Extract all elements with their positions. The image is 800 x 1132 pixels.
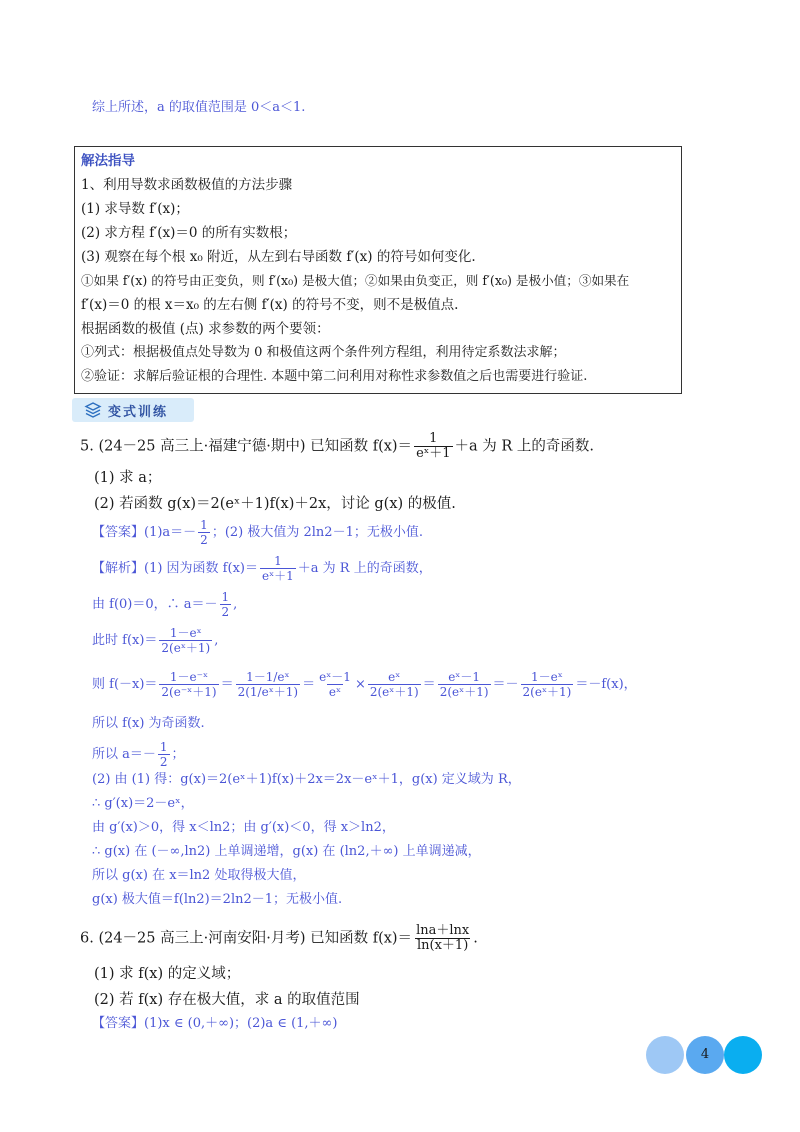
step3-frac-6-num: 1－eˣ — [531, 670, 563, 684]
problem5-step-8: 由 g′(x)＞0，得 x＜ln2；由 g′(x)＜0，得 x＞ln2， — [92, 820, 395, 835]
problem6-stem — [80, 924, 478, 953]
problem6-part1: (1) 求 f(x) 的定义域； — [94, 966, 241, 982]
guide-line-6: f′(x)＝0 的根 x＝x₀ 的左右侧 f′(x) 的符号不变，则不是极值点. — [81, 297, 459, 313]
step1-frac-num: 1 — [221, 590, 230, 604]
analysis-suffix: ＋a 为 R 上的奇函数， — [297, 561, 432, 576]
step3-frac-1-num: 1－e⁻ˣ — [169, 670, 209, 684]
answer-frac-den: 2 — [200, 533, 208, 547]
step3-frac-3 — [317, 670, 353, 699]
step3-frac-3-den: eˣ — [328, 685, 342, 699]
problem5-answer-fraction — [198, 518, 210, 547]
layers-icon — [84, 401, 102, 419]
problem5-step-2: 此时 f(x)＝ $\frac{\text{1－eˣ}}{\text{2(eˣ＋1)}}$ , — [92, 626, 219, 655]
guide-line-5: ①如果 f′(x) 的符号由正变负，则 f′(x₀) 是极大值；②如果由负变正，则 f′(x₀) 是极小值；③如果在 — [81, 273, 630, 288]
step3-times: × — [354, 677, 366, 692]
guide-line-1: 1、利用导数求函数极值的方法步骤 — [81, 177, 293, 193]
guide-line-3: (2) 求方程 f′(x)＝0 的所有实数根； — [81, 225, 297, 241]
problem5-step-5: 所以 a＝－ $\frac{1}{2}$ ； — [92, 740, 185, 769]
guide-line-2: (1) 求导数 f′(x)； — [81, 201, 189, 217]
step3-frac-1-den: 2(e⁻ˣ＋1) — [161, 685, 217, 699]
guide-line-8: ①列式：根据极值点处导数为 0 和极值这两个条件列方程组，利用待定系数法求解； — [81, 345, 566, 360]
step3-frac-6-den: 2(eˣ＋1) — [522, 685, 572, 699]
step3-frac-4-num: eˣ — [388, 670, 401, 684]
problem6-answer: 【答案】(1)x ∈ (0,＋∞)；(2)a ∈ (1,＋∞) — [92, 1016, 338, 1031]
guide-title: 解法指导 — [81, 153, 135, 169]
problem6-frac-num: lna＋lnx — [416, 923, 470, 938]
guide-line-4: (3) 观察在每个根 x₀ 附近，从左到右导函数 f′(x) 的符号如何变化. — [81, 249, 476, 265]
step3-frac-5 — [438, 670, 491, 699]
step3-frac-5-num: eˣ－1 — [448, 670, 481, 684]
problem5-stem — [80, 432, 594, 461]
step3-prefix: 则 f(－x)＝ — [92, 677, 158, 692]
section-tag-label: 变式训练 — [108, 405, 169, 420]
analysis-frac-den: eˣ＋1 — [261, 569, 294, 583]
problem5-answer-suffix: ；(2) 极大值为 2ln2－1；无极小值. — [211, 525, 423, 540]
step3-frac-4-den: 2(eˣ＋1) — [369, 685, 419, 699]
decor-circle-3 — [724, 1036, 762, 1074]
step3-frac-2-num: 1－1/eˣ — [246, 670, 290, 684]
problem6-stem-prefix: 6. (24－25 高三上·河南安阳·月考) 已知函数 f(x)＝ — [80, 930, 413, 947]
problem6-stem-suffix: . — [473, 930, 478, 947]
analysis-frac-num: 1 — [274, 554, 282, 568]
step1-fraction — [220, 590, 232, 619]
problem5-frac-den: eˣ＋1 — [416, 446, 451, 461]
step3-frac-1 — [159, 670, 218, 699]
step3-frac-5-den: 2(eˣ＋1) — [439, 685, 489, 699]
problem5-stem-suffix: ＋a 为 R 上的奇函数. — [454, 438, 595, 455]
problem5-step-4: 所以 f(x) 为奇函数. — [92, 716, 205, 731]
problem5-answer — [92, 518, 423, 547]
step1-text: 由 f(0)＝0，∴ a＝－ — [92, 597, 218, 612]
problem5-answer-prefix: 【答案】(1)a＝－ — [92, 525, 197, 540]
problem5-part2: (2) 若函数 g(x)＝2(eˣ＋1)f(x)＋2x，讨论 g(x) 的极值. — [94, 496, 456, 512]
guide-line-7: 根据函数的极值 (点) 求参数的两个要领： — [81, 321, 330, 337]
problem5-step-6: (2) 由 (1) 得：g(x)＝2(eˣ＋1)f(x)＋2x＝2x－eˣ＋1，g(x) 定义域为 R， — [92, 772, 521, 787]
analysis-fraction — [260, 554, 296, 583]
problem6-part2: (2) 若 f(x) 存在极大值，求 a 的取值范围 — [94, 992, 360, 1008]
problem5-step-1: 由 f(0)＝0，∴ a＝－ $\frac{1}{2}$ , — [92, 590, 238, 619]
step2-frac-den: 2(eˣ＋1) — [161, 641, 211, 655]
step5-frac-den: 2 — [159, 755, 168, 769]
guide-line-9: ②验证：求解后验证根的合理性. 本题中第二问利用对称性求参数值之后也需要进行验证. — [81, 369, 588, 384]
step3-frac-4 — [368, 670, 421, 699]
problem5-step-3: 则 f(－x)＝ $\frac{\text{1－e⁻ˣ}}{\text{2(e⁻ˣ＋1)}}$ ＝ $\frac{\text{1－1/eˣ}}{\text{2(1/eˣ＋1)}}$ ＝ $\frac{\text{eˣ－1}}{\text{eˣ}}$ × $\frac{\text{eˣ}}{\text{2(eˣ＋1)}}$ ＝ $\frac{\text{eˣ－1}}{\text{2(eˣ＋1)}}$ ＝－ $\frac{\text{1－eˣ}}{\text{2(eˣ＋1)}}$ ＝－f(x)， — [92, 670, 637, 699]
step5-fraction — [158, 740, 170, 769]
problem5-step-7: ∴ g′(x)＝2－eˣ， — [92, 796, 194, 811]
problem6-frac-den: ln(x＋1) — [417, 938, 469, 953]
problem6-fraction — [414, 924, 471, 953]
step3-suffix: ＝－f(x)， — [575, 677, 637, 692]
method-guide-box — [74, 146, 682, 394]
problem5-step-11: g(x) 极大值＝f(ln2)＝2ln2－1；无极小值. — [92, 892, 343, 907]
step1-frac-den: 2 — [221, 605, 230, 619]
section-tag — [72, 398, 194, 422]
problem5-step-10: 所以 g(x) 在 x＝ln2 处取得极大值， — [92, 868, 306, 883]
problem5-analysis-1 — [92, 554, 432, 583]
problem5-stem-prefix: 5. (24－25 高三上·福建宁德·期中) 已知函数 f(x)＝ — [80, 438, 413, 455]
step3-frac-6 — [521, 670, 574, 699]
step5-frac-num: 1 — [159, 740, 168, 754]
step5-text: 所以 a＝－ — [92, 747, 156, 762]
answer-frac-num: 1 — [200, 518, 208, 532]
problem5-step-9: ∴ g(x) 在 (－∞,ln2) 上单调递增，g(x) 在 (ln2,＋∞) 上单调递减， — [92, 844, 481, 859]
summary-text: 综上所述，a 的取值范围是 0＜a＜1. — [92, 100, 306, 115]
page-number: 4 — [700, 1047, 710, 1062]
analysis-prefix: 【解析】(1) 因为函数 f(x)＝ — [92, 561, 258, 576]
step2-fraction — [159, 626, 212, 655]
decor-circle-1 — [646, 1036, 684, 1074]
problem5-frac-num: 1 — [429, 431, 438, 446]
step3-frac-2 — [236, 670, 301, 699]
step2-frac-num: 1－eˣ — [169, 626, 202, 640]
step3-frac-3-num: eˣ－1 — [319, 670, 351, 684]
step2-prefix: 此时 f(x)＝ — [92, 633, 158, 648]
problem5-part1: (1) 求 a； — [94, 470, 162, 486]
step3-frac-2-den: 2(1/eˣ＋1) — [237, 685, 299, 699]
problem5-fraction — [414, 432, 452, 461]
